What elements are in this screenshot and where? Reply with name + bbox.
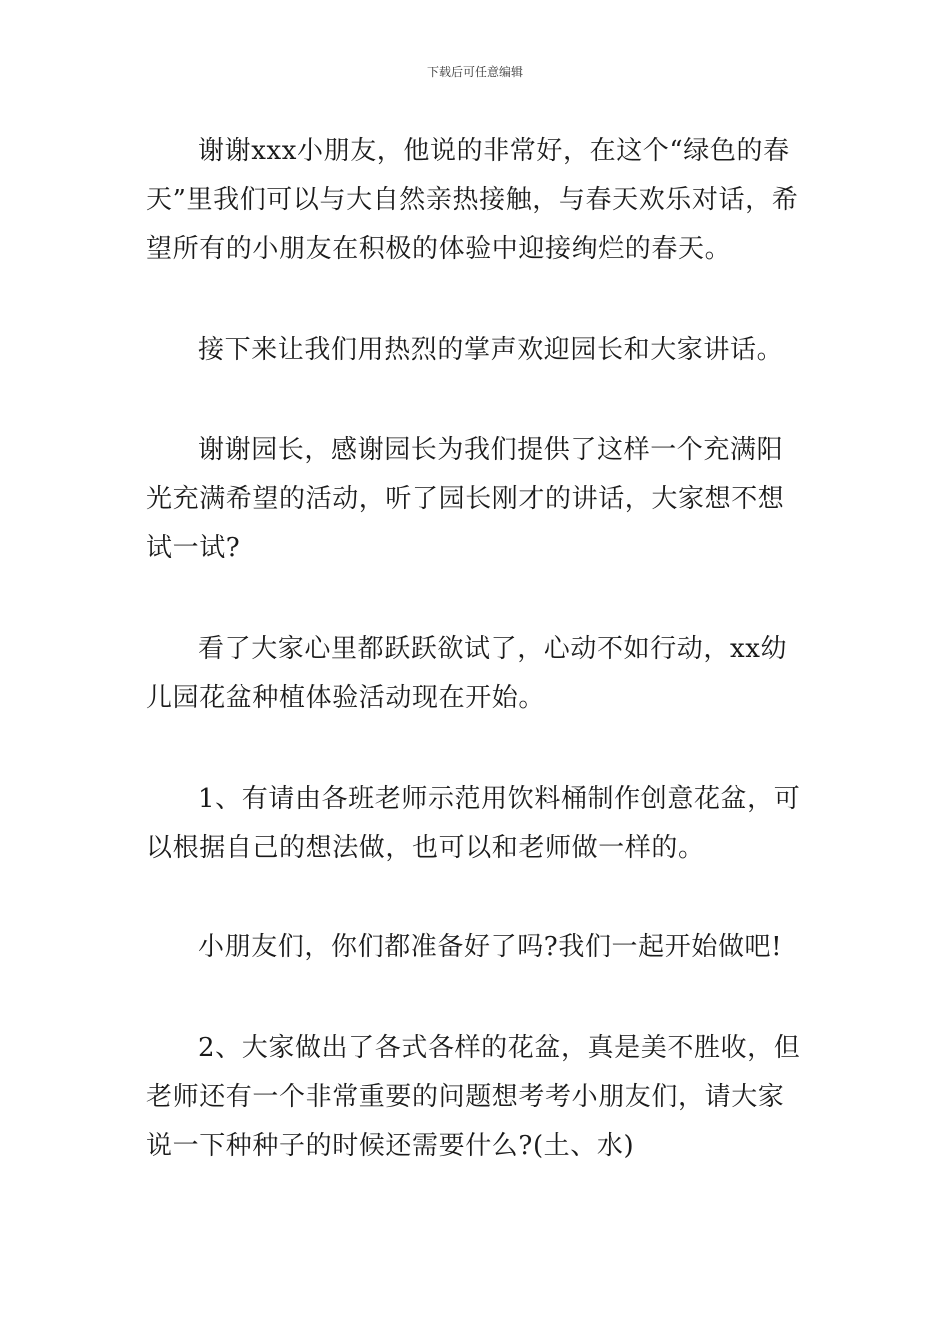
paragraph-activity-start: 看了大家心里都跃跃欲试了，心动不如行动，xx幼儿园花盆种植体验活动现在开始。 (146, 634, 788, 713)
paragraph-step-2: 2、大家做出了各式各样的花盆，真是美不胜收，但老师还有一个非常重要的问题想考考小朋友们，请大家说一下种种子的时候还需要什么?(土、水) (146, 1033, 801, 1161)
paragraph-thanks-principal: 谢谢园长，感谢园长为我们提供了这样一个充满阳光充满希望的活动，听了园长刚才的讲话，大家想不想试一试? (146, 435, 785, 563)
paragraph-step-1: 1、有请由各班老师示范用饮料桶制作创意花盆，可以根据自己的想法做，也可以和老师做一样的。 (146, 784, 801, 863)
paragraph-ready-question: 小朋友们，你们都准备好了吗?我们一起开始做吧! (198, 932, 783, 962)
page-header: 下载后可任意编辑 (426, 65, 523, 79)
paragraph-welcome-principal: 接下来让我们用热烈的掌声欢迎园长和大家讲话。 (198, 335, 784, 365)
paragraph-thanks-child: 谢谢xxx小朋友，他说的非常好，在这个“绿色的春天”里我们可以与大自然亲热接触，与春天欢乐对话，希望所有的小朋友在积极的体验中迎接绚烂的春天。 (146, 136, 799, 264)
